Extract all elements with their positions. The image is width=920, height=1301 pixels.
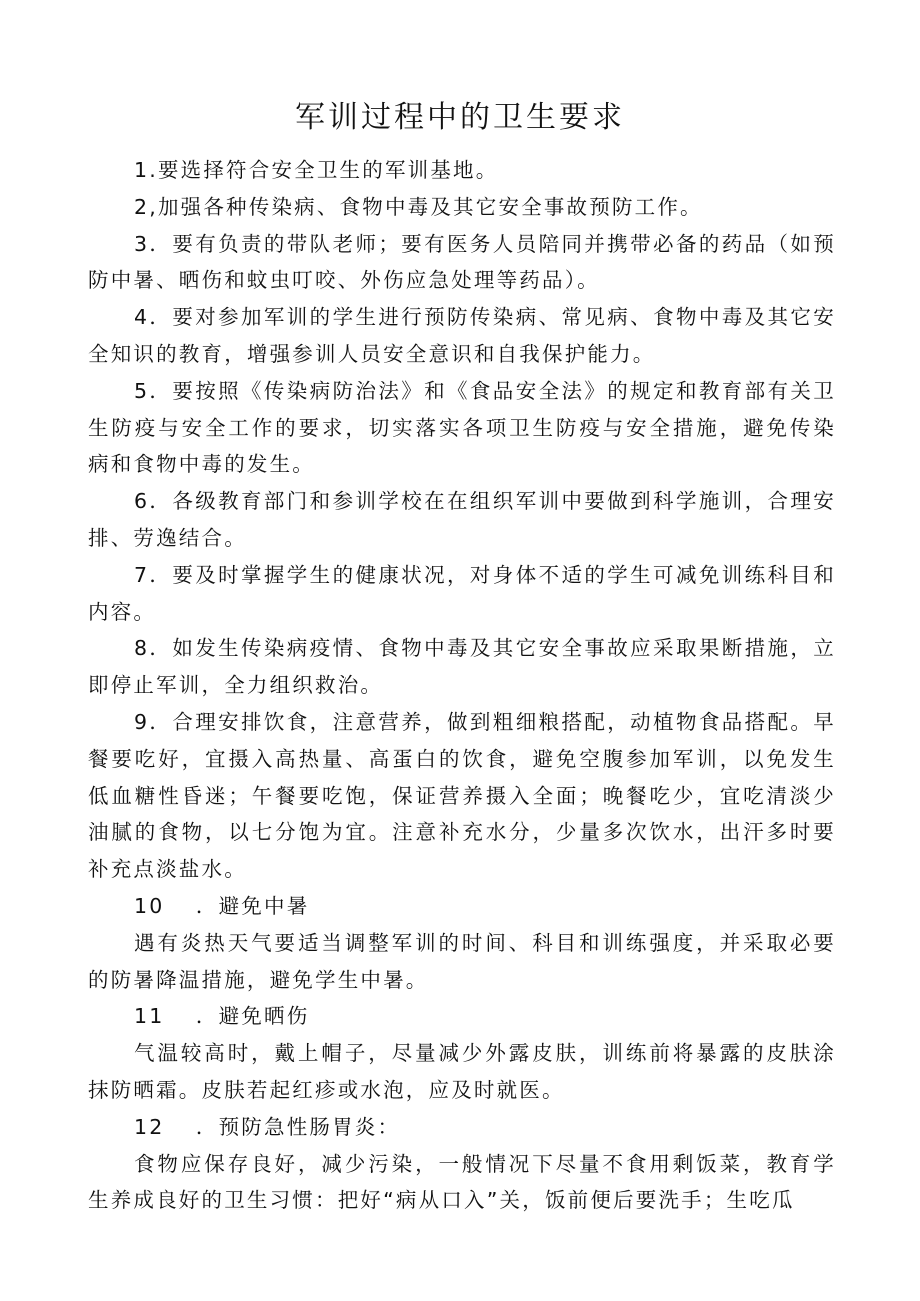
item-5-paragraph: 5．要按照《传染病防治法》和《食品安全法》的规定和教育部有关卫生防疫与安全工作的要求，切实落实各项卫生防疫与安全措施，避免传染病和食物中毒的发生。: [88, 378, 836, 477]
document-body: [88, 152, 836, 1219]
item-7-paragraph: 7．要及时掌握学生的健康状况，对身体不适的学生可减免训练科目和内容。: [88, 562, 836, 624]
item-6-paragraph: 6．各级教育部门和参训学校在在组织军训中要做到科学施训，合理安排、劳逸结合。: [88, 489, 836, 550]
item-10-body: 遇有炎热天气要适当调整军训的时间、科目和训练强度，并采取必要的防暑降温措施，避免学生中暑。: [88, 930, 836, 992]
item-8-paragraph: 8．如发生传染病疫情、食物中毒及其它安全事故应采取果断措施，立即停止军训，全力组织救治。: [88, 636, 836, 698]
item-4-paragraph: 4．要对参加军训的学生进行预防传染病、常见病、食物中毒及其它安全知识的教育，增强参训人员安全意识和自我保护能力。: [88, 305, 836, 366]
item-12-heading: 12 ．预防急性肠胃炎：: [134, 1114, 401, 1139]
item-1-paragraph: 1.要选择符合安全卫生的军训基地。: [134, 158, 499, 182]
item-11-heading: 11 ．避免晒伤: [134, 1004, 310, 1029]
item-10-heading: 10 ．避免中暑: [134, 893, 310, 918]
item-2-paragraph: 2,加强各种传染病、食物中毒及其它安全事故预防工作。: [134, 194, 703, 219]
item-9-paragraph: 9．合理安排饮食，注意营养，做到粗细粮搭配，动植物食品搭配。早餐要吃好，宜摄入高热量、高蛋白的饮食，避免空腹参加军训，以免发生低血糖性昏迷；午餐要吃饱，保证营养摄入全面；晚餐吃少，宜吃清淡少油腻的食物，以七分饱为宜。注意补充水分，少量多次饮水，出汗多时要补充点淡盐水。: [88, 709, 836, 882]
item-3-paragraph: 3．要有负责的带队老师；要有医务人员陪同并携带必备的药品（如预防中暑、晒伤和蚊虫叮咬、外伤应急处理等药品）。: [88, 231, 836, 293]
item-12-body: 食物应保存良好，减少污染，一般情况下尽量不食用剩饭菜，教育学生养成良好的卫生习惯：把好“病从口入”关，饭前便后要洗手；生吃瓜: [88, 1151, 836, 1213]
document-title: 军训过程中的卫生要求: [295, 100, 625, 135]
item-11-body: 气温较高时，戴上帽子，尽量减少外露皮肤，训练前将暴露的皮肤涂抹防晒霜。皮肤若起红疹或水泡，应及时就医。: [88, 1041, 836, 1102]
